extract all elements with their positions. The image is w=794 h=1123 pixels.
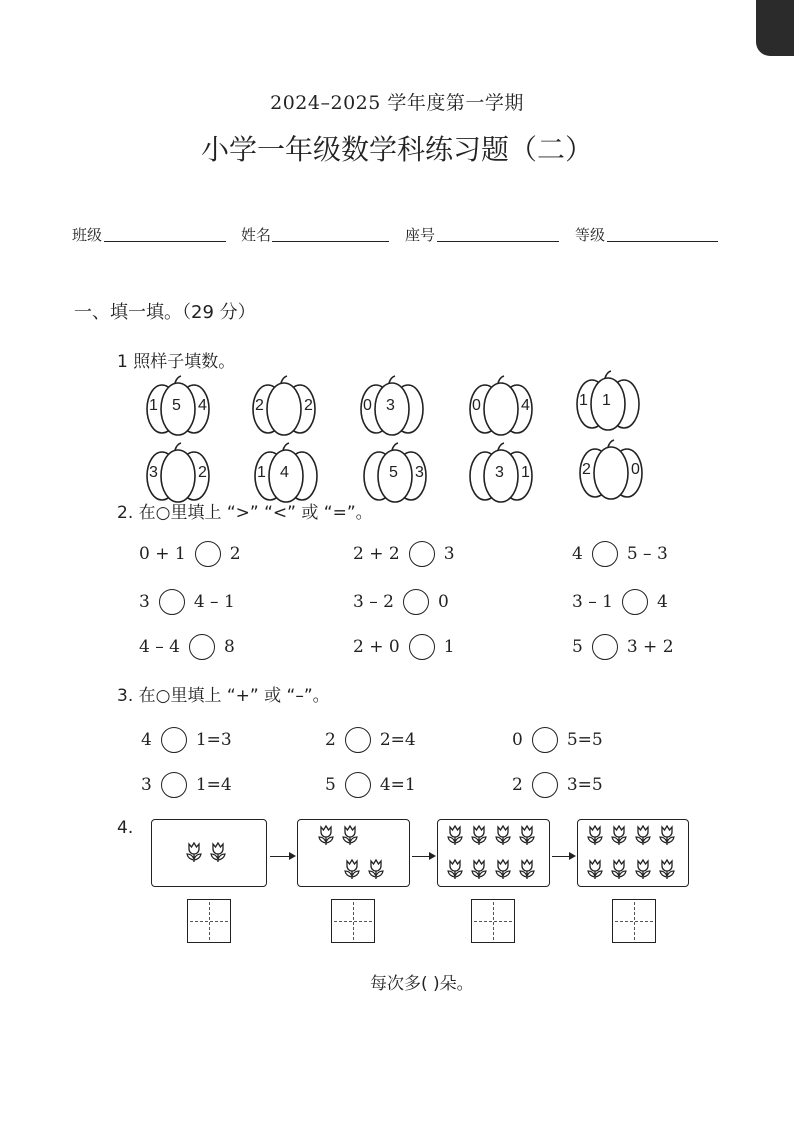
pumpkin-right-number[interactable]: 2: [304, 397, 313, 414]
answer-circle[interactable]: [403, 589, 429, 615]
q3-equation: [141, 727, 232, 753]
equation-left: 4: [572, 544, 583, 564]
arrow-3: [552, 856, 574, 857]
answer-grid-2[interactable]: [331, 899, 375, 943]
tulip-icon: [657, 824, 677, 846]
seat-field[interactable]: [437, 241, 559, 242]
tulip-icon: [657, 858, 677, 880]
answer-circle[interactable]: [161, 772, 187, 798]
equation-left: 0: [512, 730, 523, 750]
q2-equation: [572, 589, 668, 615]
pumpkin-icon: [253, 440, 319, 504]
answer-grid-3[interactable]: [471, 899, 515, 943]
tulip-icon: [609, 824, 629, 846]
pumpkin-icon: [575, 368, 641, 432]
equation-left: 3: [141, 775, 152, 795]
tulip-icon: [469, 858, 489, 880]
tulip-icon: [342, 858, 362, 880]
equation-left: 2 + 0: [353, 637, 400, 657]
tulip-icon: [609, 858, 629, 880]
tulip-icon: [493, 858, 513, 880]
answer-grid-1[interactable]: [187, 899, 231, 943]
q2-equation: [353, 589, 449, 615]
page-title: 小学一年级数学科练习题（二）: [200, 133, 593, 166]
equation-right: 3: [443, 544, 455, 564]
pumpkin-right-number[interactable]: 4: [198, 397, 207, 414]
pumpkin-center-number[interactable]: 4: [280, 464, 289, 481]
pumpkin-left-number[interactable]: 1: [257, 464, 266, 481]
equation-left: 4: [141, 730, 152, 750]
pumpkin-left-number[interactable]: 0: [363, 397, 372, 414]
pumpkin-right-number[interactable]: 3: [415, 464, 424, 481]
tulip-icon: [517, 824, 537, 846]
q4-label: 4.: [117, 818, 134, 838]
equation-right: 2=4: [379, 730, 416, 750]
equation-right: 3=5: [566, 775, 603, 795]
q1-title: 1 照样子填数。: [117, 352, 236, 372]
pumpkin-center-number[interactable]: 5: [172, 397, 181, 414]
q4-answer: 每次多( )朵。: [370, 974, 474, 994]
pumpkin-right-number[interactable]: 1: [521, 464, 530, 481]
q3-equation: [512, 727, 603, 753]
equation-right: 0: [437, 592, 449, 612]
pumpkin-center-number[interactable]: 3: [386, 397, 395, 414]
tulip-icon: [208, 841, 228, 863]
pumpkin-icon: [578, 437, 644, 501]
answer-circle[interactable]: [532, 772, 558, 798]
name-label: 姓名: [241, 226, 272, 244]
pumpkin-left-number[interactable]: 1: [149, 397, 158, 414]
equation-left: 5: [325, 775, 336, 795]
equation-left: 2: [512, 775, 523, 795]
equation-left: 2 + 2: [353, 544, 400, 564]
equation-right: 5=5: [566, 730, 603, 750]
tulip-icon: [585, 824, 605, 846]
tulip-icon: [633, 858, 653, 880]
arrow-1: [270, 856, 294, 857]
page-corner-tab: [756, 0, 794, 56]
answer-grid-4[interactable]: [612, 899, 656, 943]
answer-circle[interactable]: [592, 634, 618, 660]
pumpkin-center-number[interactable]: 1: [602, 392, 611, 409]
q3-equation: [141, 772, 232, 798]
equation-right: 4: [656, 592, 668, 612]
grade-label: 等级: [575, 226, 606, 244]
equation-left: 2: [325, 730, 336, 750]
grade-field[interactable]: [607, 241, 718, 242]
tulip-icon: [445, 824, 465, 846]
equation-right: 1=3: [195, 730, 232, 750]
pumpkin-left-number[interactable]: 0: [472, 397, 481, 414]
answer-circle[interactable]: [409, 541, 435, 567]
equation-left: 3 – 2: [353, 592, 394, 612]
equation-left: 4 – 4: [139, 637, 180, 657]
pumpkin-left-number[interactable]: 3: [149, 464, 158, 481]
tulip-icon: [493, 824, 513, 846]
tulip-icon: [633, 824, 653, 846]
equation-right: 4 – 1: [193, 592, 235, 612]
seat-label: 座号: [405, 226, 436, 244]
q2-equation: [572, 634, 674, 660]
answer-circle[interactable]: [159, 589, 185, 615]
pumpkin-right-number[interactable]: 4: [521, 397, 530, 414]
equation-right: 3 + 2: [626, 637, 674, 657]
tulip-icon: [184, 841, 204, 863]
pumpkin-left-number[interactable]: 1: [579, 392, 588, 409]
answer-circle[interactable]: [345, 727, 371, 753]
equation-left: 3 – 1: [572, 592, 613, 612]
equation-right: 1: [443, 637, 455, 657]
pumpkin-right-number[interactable]: 2: [198, 464, 207, 481]
equation-right: 1=4: [195, 775, 232, 795]
q3-equation: [512, 772, 603, 798]
tulip-icon: [517, 858, 537, 880]
q3-equation: [325, 727, 416, 753]
pumpkin-icon: [145, 440, 211, 504]
tulip-icon: [340, 824, 360, 846]
tulip-icon: [445, 858, 465, 880]
q3-equation: [325, 772, 416, 798]
q2-equation: [353, 541, 455, 567]
pumpkin-icon: [359, 373, 425, 437]
q2-equation: [572, 541, 668, 567]
answer-circle[interactable]: [345, 772, 371, 798]
equation-right: 5 – 3: [626, 544, 668, 564]
answer-circle[interactable]: [189, 634, 215, 660]
equation-right: 2: [229, 544, 241, 564]
answer-circle[interactable]: [409, 634, 435, 660]
q2-equation: [139, 634, 235, 660]
school-year: 2024–2025 学年度第一学期: [270, 92, 524, 114]
q2-equation: [139, 589, 235, 615]
pumpkin-center-number[interactable]: 5: [389, 464, 398, 481]
pumpkin-icon: [145, 373, 211, 437]
pumpkin-icon: [251, 373, 317, 437]
answer-circle[interactable]: [195, 541, 221, 567]
equation-right: 8: [223, 637, 235, 657]
pumpkin-icon: [362, 440, 428, 504]
name-field[interactable]: [272, 241, 389, 242]
q3-title: 3. 在○里填上 “+” 或 “–”。: [117, 686, 330, 706]
equation-left: 5: [572, 637, 583, 657]
pumpkin-right-number[interactable]: 0: [631, 461, 640, 478]
q2-equation: [353, 634, 455, 660]
class-label: 班级: [72, 226, 103, 244]
tulip-icon: [469, 824, 489, 846]
equation-left: 0 + 1: [139, 544, 186, 564]
q2-title: 2. 在○里填上 “>” “<” 或 “=”。: [117, 503, 373, 523]
pumpkin-left-number[interactable]: 2: [255, 397, 264, 414]
answer-circle[interactable]: [161, 727, 187, 753]
pumpkin-center-number[interactable]: 3: [495, 464, 504, 481]
answer-circle[interactable]: [592, 541, 618, 567]
q2-equation: [139, 541, 241, 567]
answer-circle[interactable]: [622, 589, 648, 615]
class-field[interactable]: [104, 241, 226, 242]
equation-right: 4=1: [379, 775, 416, 795]
tulip-icon: [366, 858, 386, 880]
tulip-icon: [316, 824, 336, 846]
section-title: 一、填一填。（29 分）: [74, 302, 256, 323]
tulip-icon: [585, 858, 605, 880]
equation-left: 3: [139, 592, 150, 612]
answer-circle[interactable]: [532, 727, 558, 753]
pumpkin-icon: [468, 373, 534, 437]
pumpkin-icon: [468, 440, 534, 504]
arrow-2: [412, 856, 434, 857]
pumpkin-left-number[interactable]: 2: [582, 461, 591, 478]
